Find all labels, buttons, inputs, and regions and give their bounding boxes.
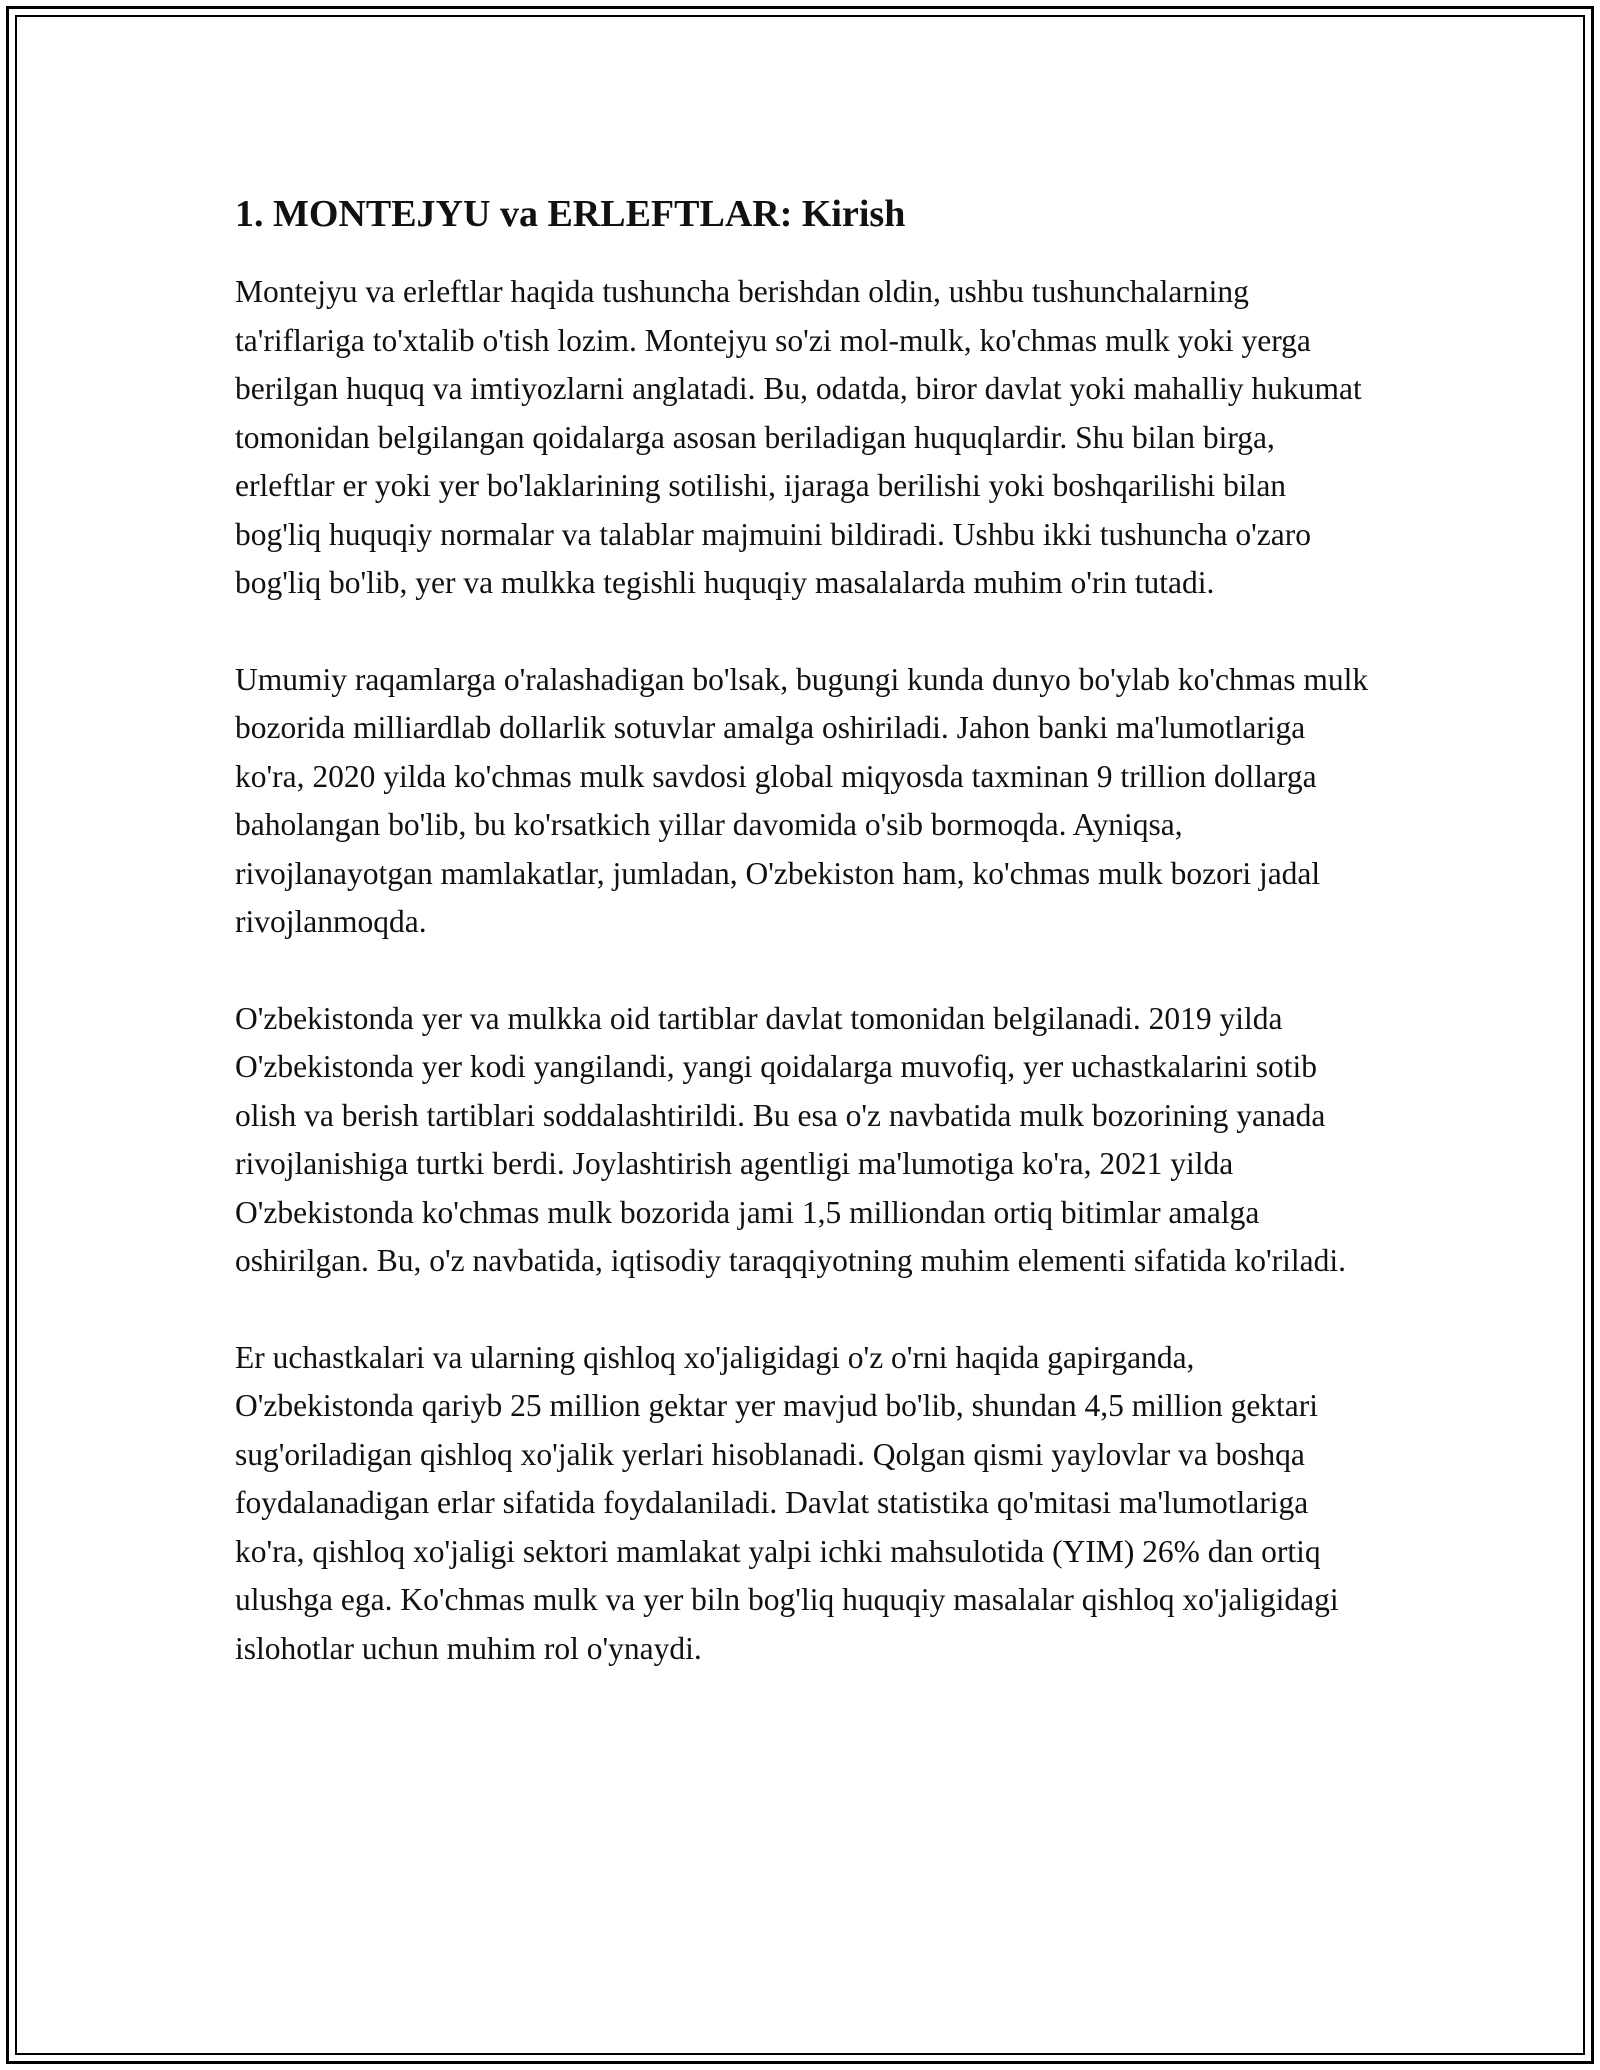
document-body: [235, 188, 1375, 1721]
paragraph-4: Er uchastkalari va ularning qishloq xo'jaligidagi o'z o'rni haqida gapirganda, O'zbekistonda qariyb 25 million gektar yer mavjud bo'lib, shundan 4,5 million gektari sug'oriladigan qishloq xo'jalik yerlari hisoblanadi. Qolgan qismi yaylovlar va boshqa foydalanadigan erlar sifatida foydalaniladi. Davlat statistika qo'mitasi ma'lumotlariga ko'ra, qishloq xo'jaligi sektori mamlakat yalpi ichki mahsulotida (YIM) 26% dan ortiq ulushga ega. Ko'chmas mulk va yer biln bog'liq huquqiy masalalar qishloq xo'jaligidagi islohotlar uchun muhim rol o'ynaydi.: [235, 1339, 1339, 1666]
paragraph-2: Umumiy raqamlarga o'ralashadigan bo'lsak, bugungi kunda dunyo bo'ylab ko'chmas mulk bozorida milliardlab dollarlik sotuvlar amalga oshiriladi. Jahon banki ma'lumotlariga ko'ra, 2020 yilda ko'chmas mulk savdosi global miqyosda taxminan 9 trillion dollarga baholangan bo'lib, bu ko'rsatkich yillar davomida o'sib bormoqda. Ayniqsa, rivojlanayotgan mamlakatlar, jumladan, O'zbekiston ham, ko'chmas mulk bozori jadal rivojlanmoqda.: [235, 661, 1369, 939]
section-heading: 1. MONTEJYU va ERLEFTLAR: Kirish: [235, 193, 906, 235]
paragraph-1: Montejyu va erleftlar haqida tushuncha berishdan oldin, ushbu tushunchalarning ta'riflariga to'xtalib o'tish lozim. Montejyu so'zi mol-mulk, ko'chmas mulk yoki yerga berilgan huquq va imtiyozlarni anglatadi. Bu, odatda, biror davlat yoki mahalliy hukumat tomonidan belgilangan qoidalarga asosan beriladigan huquqlardir. Shu bilan birga, erleftlar er yoki yer bo'laklarining sotilishi, ijaraga berilishi yoki boshqarilishi bilan bog'liq huquqiy normalar va talablar majmuini bildiradi. Ushbu ikki tushuncha o'zaro bog'liq bo'lib, yer va mulkka tegishli huquqiy masalalarda muhim o'rin tutadi.: [235, 274, 1362, 600]
paragraph-3: O'zbekistonda yer va mulkka oid tartiblar davlat tomonidan belgilanadi. 2019 yilda O'zbekistonda yer kodi yangilandi, yangi qoidalarga muvofiq, yer uchastkalarini sotib olish va berish tartiblari soddalashtirildi. Bu esa o'z navbatida mulk bozorining yanada rivojlanishiga turtki berdi. Joylashtirish agentligi ma'lumotiga ko'ra, 2021 yilda O'zbekistonda ko'chmas mulk bozorida jami 1,5 milliondan ortiq bitimlar amalga oshirilgan. Bu, o'z navbatida, iqtisodiy taraqqiyotning muhim elementi sifatida ko'riladi.: [235, 1000, 1347, 1278]
